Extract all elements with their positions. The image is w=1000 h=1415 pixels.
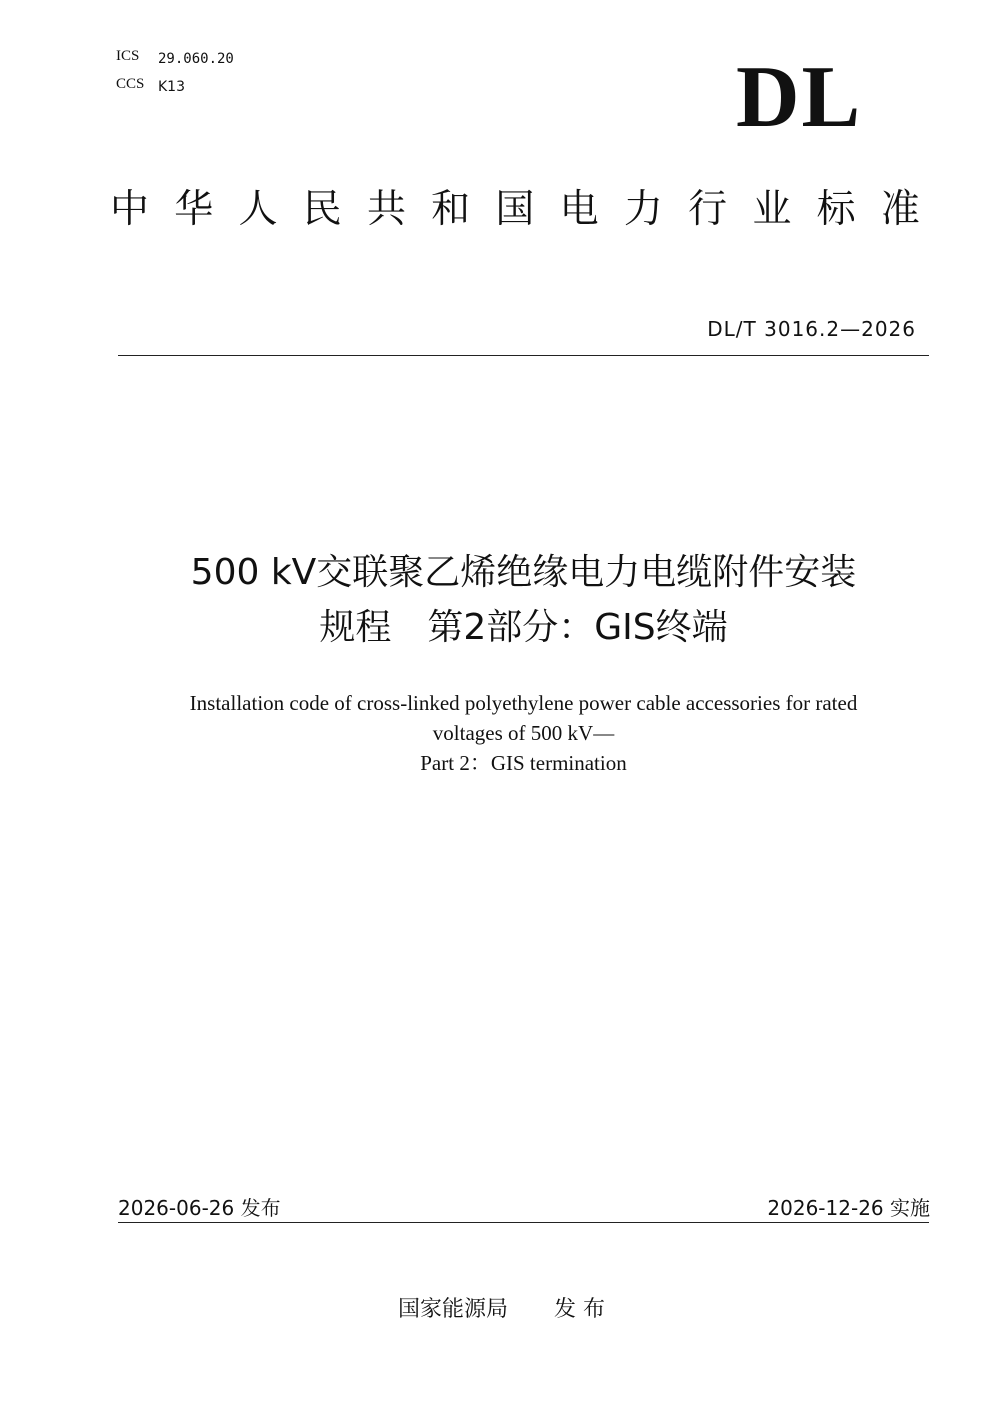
footer-divider [118, 1222, 929, 1223]
title-char: 国 [495, 187, 535, 232]
implement-date: 2026-12-26 实施 [767, 1196, 930, 1220]
ics-label: ICS [116, 48, 140, 64]
title-cn-line1: 500 kV交联聚乙烯绝缘电力电缆附件安装 [190, 552, 857, 593]
title-char: 共 [366, 187, 406, 232]
title-char: 业 [752, 187, 792, 232]
dl-logo: DL [736, 49, 863, 146]
publisher-name: 国家能源局 [398, 1297, 509, 1322]
title-char: 民 [302, 187, 342, 232]
title-char: 和 [431, 187, 471, 232]
title-char: 华 [174, 187, 214, 232]
title-char: 力 [623, 187, 663, 232]
ics-value: 29.060.20 [158, 51, 234, 67]
title-en-line3: Part 2：GIS termination [420, 751, 627, 775]
ccs-label: CCS [116, 76, 145, 92]
title-char: 标 [816, 187, 856, 232]
header-divider [118, 355, 929, 356]
title-char: 电 [559, 187, 599, 232]
title-char: 人 [238, 187, 278, 232]
standard-category-title [110, 187, 920, 232]
title-cn-line2: 规程 第2部分：GIS终端 [319, 607, 728, 648]
title-en-line2: voltages of 500 kV— [432, 721, 615, 745]
issue-date: 2026-06-26 发布 [118, 1196, 281, 1220]
title-char: 行 [688, 187, 728, 232]
publisher-line [398, 1292, 605, 1323]
title-char: 准 [880, 187, 920, 232]
title-en-line1: Installation code of cross-linked polyethylene power cable accessories for rated [189, 691, 858, 715]
publisher-action: 发 布 [554, 1297, 606, 1322]
ccs-value: K13 [158, 79, 185, 95]
title-char: 中 [110, 187, 150, 232]
standard-number: DL/T 3016.2—2026 [707, 317, 916, 341]
